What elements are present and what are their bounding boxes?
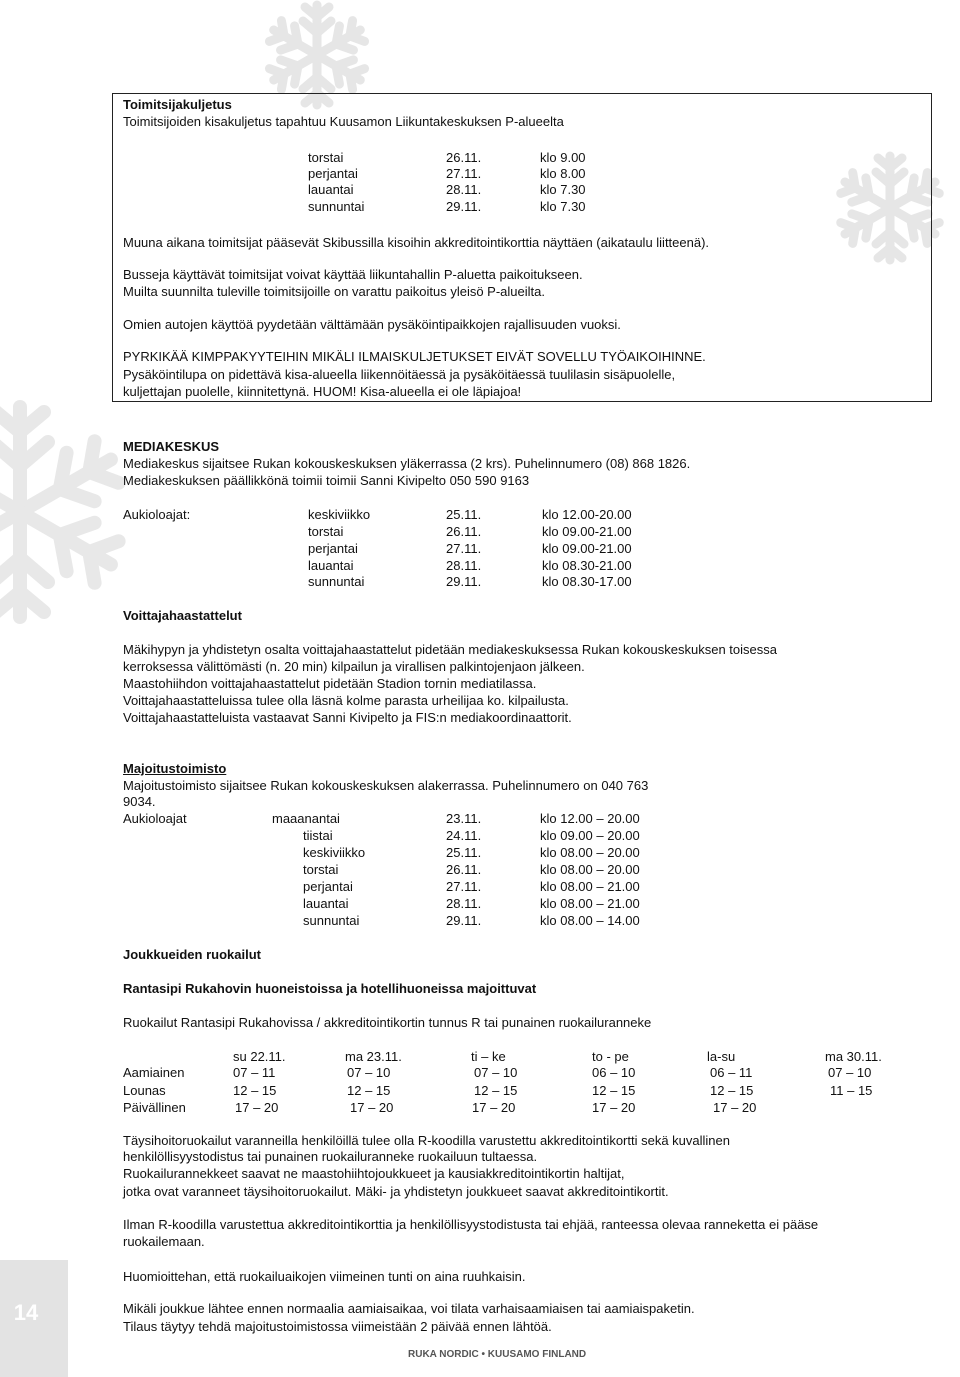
transport-para: Pysäköintilupa on pidettävä kisa-alueella liikennöitäessä ja pysäköitäessä tuulilasin sisäpuolelle,	[123, 367, 676, 382]
media-time: klo 09.00-21.00	[542, 524, 632, 539]
media-date: 29.11.	[446, 574, 482, 589]
transport-time: klo 7.30	[540, 182, 586, 197]
meals-cell: 07 – 10	[474, 1065, 518, 1080]
meals-cell: 11 – 15	[830, 1083, 873, 1098]
accommodation-time: klo 08.00 – 21.00	[540, 879, 640, 894]
media-line: Mediakeskuksen päällikkönä toimii toimii Sanni Kivipelto 050 590 9163	[123, 473, 530, 488]
accommodation-time: klo 08.00 – 20.00	[540, 845, 640, 860]
media-day: torstai	[308, 524, 344, 539]
meals-para: ruokailemaan.	[123, 1234, 205, 1249]
meals-title: Joukkueiden ruokailut	[123, 947, 261, 962]
meals-day-header: la-su	[707, 1049, 736, 1064]
meals-para: Täysihoitoruokailut varanneilla henkilöillä tulee olla R-koodilla varustettu akkreditointikortti sekä kuvallinen	[123, 1133, 730, 1148]
media-time: klo 09.00-21.00	[542, 541, 632, 556]
meals-day-header: to - pe	[592, 1049, 629, 1064]
meals-day-header: ma 30.11.	[825, 1049, 882, 1064]
accommodation-line: 9034.	[123, 794, 156, 809]
meals-row-label: Aamiainen	[123, 1065, 185, 1080]
media-day: keskiviikko	[308, 507, 371, 522]
accommodation-time: klo 08.00 – 20.00	[540, 862, 640, 877]
accommodation-date: 29.11.	[446, 913, 482, 928]
meals-cell: 17 – 20	[350, 1100, 394, 1115]
transport-time: klo 9.00	[540, 150, 586, 165]
media-date: 26.11.	[446, 524, 482, 539]
meals-intro: Ruokailut Rantasipi Rukahovissa / akkreditointikortin tunnus R tai punainen ruokailuranneke	[123, 1015, 652, 1030]
accommodation-day: maaanantai	[272, 811, 340, 826]
transport-date: 26.11.	[446, 150, 482, 165]
transport-day: perjantai	[308, 166, 358, 181]
accommodation-day: tiistai	[303, 828, 333, 843]
media-line: Mediakeskus sijaitsee Rukan kokouskeskuksen yläkerrassa (2 krs). Puhelinnumero (08) 868 1826.	[123, 456, 691, 471]
media-time: klo 08.30-21.00	[542, 558, 632, 573]
meals-cell: 12 – 15	[710, 1083, 754, 1098]
meals-row-label: Päivällinen	[123, 1100, 186, 1115]
meals-cell: 12 – 15	[347, 1083, 391, 1098]
meals-para: Tilaus täytyy tehdä majoitustoimistossa viimeistään 2 päivää ennen lähtöä.	[123, 1319, 552, 1334]
meals-cell: 17 – 20	[592, 1100, 636, 1115]
meals-cell: 12 – 15	[474, 1083, 518, 1098]
transport-para: Muuna aikana toimitsijat pääsevät Skibussilla kisoihin akkreditointikorttia näyttäen (aikataulu liitteenä).	[123, 235, 710, 250]
transport-para: Busseja käyttävät toimitsijat voivat käyttää liikuntahallin P-aluetta paikoitukseen.	[123, 267, 583, 282]
transport-time: klo 7.30	[540, 199, 586, 214]
transport-title: Toimitsijakuljetus	[123, 97, 232, 112]
meals-cell: 12 – 15	[233, 1083, 277, 1098]
meals-row-label: Lounas	[123, 1083, 166, 1098]
media-date: 25.11.	[446, 507, 482, 522]
page-number: 14	[13, 1300, 39, 1325]
accommodation-time: klo 08.00 – 21.00	[540, 896, 640, 911]
accommodation-date: 28.11.	[446, 896, 482, 911]
accommodation-time: klo 08.00 – 14.00	[540, 913, 640, 928]
accommodation-date: 24.11.	[446, 828, 482, 843]
meals-cell: 17 – 20	[713, 1100, 757, 1115]
accommodation-day: lauantai	[303, 896, 349, 911]
accommodation-line: Majoitustoimisto sijaitsee Rukan kokouskeskuksen alakerrassa. Puhelinnumero on 040 763	[123, 778, 649, 793]
accommodation-date: 26.11.	[446, 862, 482, 877]
winners-line: Voittajahaastatteluissa tulee olla läsnä kolme parasta urheilijaa ko. kilpailusta.	[123, 693, 569, 708]
meals-para: henkilöllisyystodistus tai punainen ruokailuranneke ruokailuun tultaessa.	[123, 1149, 538, 1164]
meals-cell: 07 – 10	[828, 1065, 872, 1080]
transport-para: Omien autojen käyttöä pyydetään välttämään pysäköintipaikkojen rajallisuuden vuoksi.	[123, 317, 621, 332]
footer-brand: RUKA NORDIC • KUUSAMO FINLAND	[408, 1349, 587, 1360]
media-date: 28.11.	[446, 558, 482, 573]
transport-time: klo 8.00	[540, 166, 586, 181]
accommodation-time: klo 09.00 – 20.00	[540, 828, 640, 843]
accommodation-time: klo 12.00 – 20.00	[540, 811, 640, 826]
meals-day-header: su 22.11.	[233, 1049, 286, 1064]
media-day: sunnuntai	[308, 574, 365, 589]
accommodation-day: perjantai	[303, 879, 353, 894]
media-time: klo 08.30-17.00	[542, 574, 632, 589]
meals-cell: 07 – 11	[233, 1065, 276, 1080]
accommodation-date: 27.11.	[446, 879, 482, 894]
transport-date: 29.11.	[446, 199, 482, 214]
meals-cell: 12 – 15	[592, 1083, 636, 1098]
transport-day: sunnuntai	[308, 199, 365, 214]
meals-para: Huomioittehan, että ruokailuaikojen viimeinen tunti on aina ruuhkaisin.	[123, 1269, 526, 1284]
transport-day: torstai	[308, 150, 344, 165]
meals-cell: 07 – 10	[347, 1065, 391, 1080]
accommodation-date: 23.11.	[446, 811, 482, 826]
accommodation-day: sunnuntai	[303, 913, 360, 928]
media-hours-label: Aukioloajat:	[123, 507, 191, 522]
meals-subtitle: Rantasipi Rukahovin huoneistoissa ja hotellihuoneissa majoittuvat	[123, 981, 537, 996]
media-title: MEDIAKESKUS	[123, 439, 220, 454]
winners-line: kerroksessa välittömästi (n. 20 min) kilpailun ja virallisen palkintojenjaon jälkeen.	[123, 659, 585, 674]
transport-para: Muilta suunnilta tuleville toimitsijoille on varattu paikoitus yleisö P-alueilta.	[123, 284, 545, 299]
transport-para: kuljettajan puolelle, kiinnitettynä. HUOM! Kisa-alueella ei ole läpiajoa!	[123, 384, 522, 399]
meals-day-header: ti – ke	[471, 1049, 506, 1064]
accommodation-hours-label: Aukioloajat	[123, 811, 187, 826]
snowflake-left-icon	[0, 392, 130, 632]
media-day: lauantai	[308, 558, 354, 573]
transport-date: 27.11.	[446, 166, 482, 181]
winners-title: Voittajahaastattelut	[123, 608, 242, 623]
meals-cell: 06 – 11	[710, 1065, 753, 1080]
meals-para: Ruokailurannekkeet saavat ne maastohiihtojoukkueet ja kausiakkreditointikortin haltijat,	[123, 1166, 625, 1181]
meals-para: Ilman R-koodilla varustettua akkreditointikorttia ja henkilöllisyystodistusta tai ehjää, ranteessa olevaa ranneketta ei pääse	[123, 1217, 819, 1232]
accommodation-title: Majoitustoimisto	[123, 761, 227, 776]
meals-cell: 17 – 20	[472, 1100, 516, 1115]
accommodation-day: torstai	[303, 862, 339, 877]
accommodation-day: keskiviikko	[303, 845, 366, 860]
transport-day: lauantai	[308, 182, 354, 197]
media-date: 27.11.	[446, 541, 482, 556]
transport-date: 28.11.	[446, 182, 482, 197]
meals-day-header: ma 23.11.	[345, 1049, 402, 1064]
meals-cell: 06 – 10	[592, 1065, 636, 1080]
winners-line: Voittajahaastatteluista vastaavat Sanni Kivipelto ja FIS:n mediakoordinaattorit.	[123, 710, 572, 725]
media-day: perjantai	[308, 541, 358, 556]
accommodation-date: 25.11.	[446, 845, 482, 860]
meals-para: Mikäli joukkue lähtee ennen normaalia aamiaisaikaa, voi tilata varhaisaamiaisen tai aamiaispaketin.	[123, 1301, 695, 1316]
transport-intro: Toimitsijoiden kisakuljetus tapahtuu Kuusamon Liikuntakeskuksen P-alueelta	[123, 114, 564, 129]
transport-para: PYRKIKÄÄ KIMPPAKYYTEIHIN MIKÄLI ILMAISKULJETUKSET EIVÄT SOVELLU TYÖAIKOIHINNE.	[123, 349, 706, 364]
meals-cell: 17 – 20	[235, 1100, 279, 1115]
media-time: klo 12.00-20.00	[542, 507, 632, 522]
meals-para: jotka ovat varanneet täysihoitoruokailut. Mäki- ja yhdistetyn joukkueet saavat akkreditointikortit.	[123, 1184, 669, 1199]
winners-line: Mäkihypyn ja yhdistetyn osalta voittajahaastattelut pidetään mediakeskuksessa Rukan kokouskeskuksen toisessa	[123, 642, 777, 657]
winners-line: Maastohiihdon voittajahaastattelut pidetään Stadion tornin mediatilassa.	[123, 676, 537, 691]
